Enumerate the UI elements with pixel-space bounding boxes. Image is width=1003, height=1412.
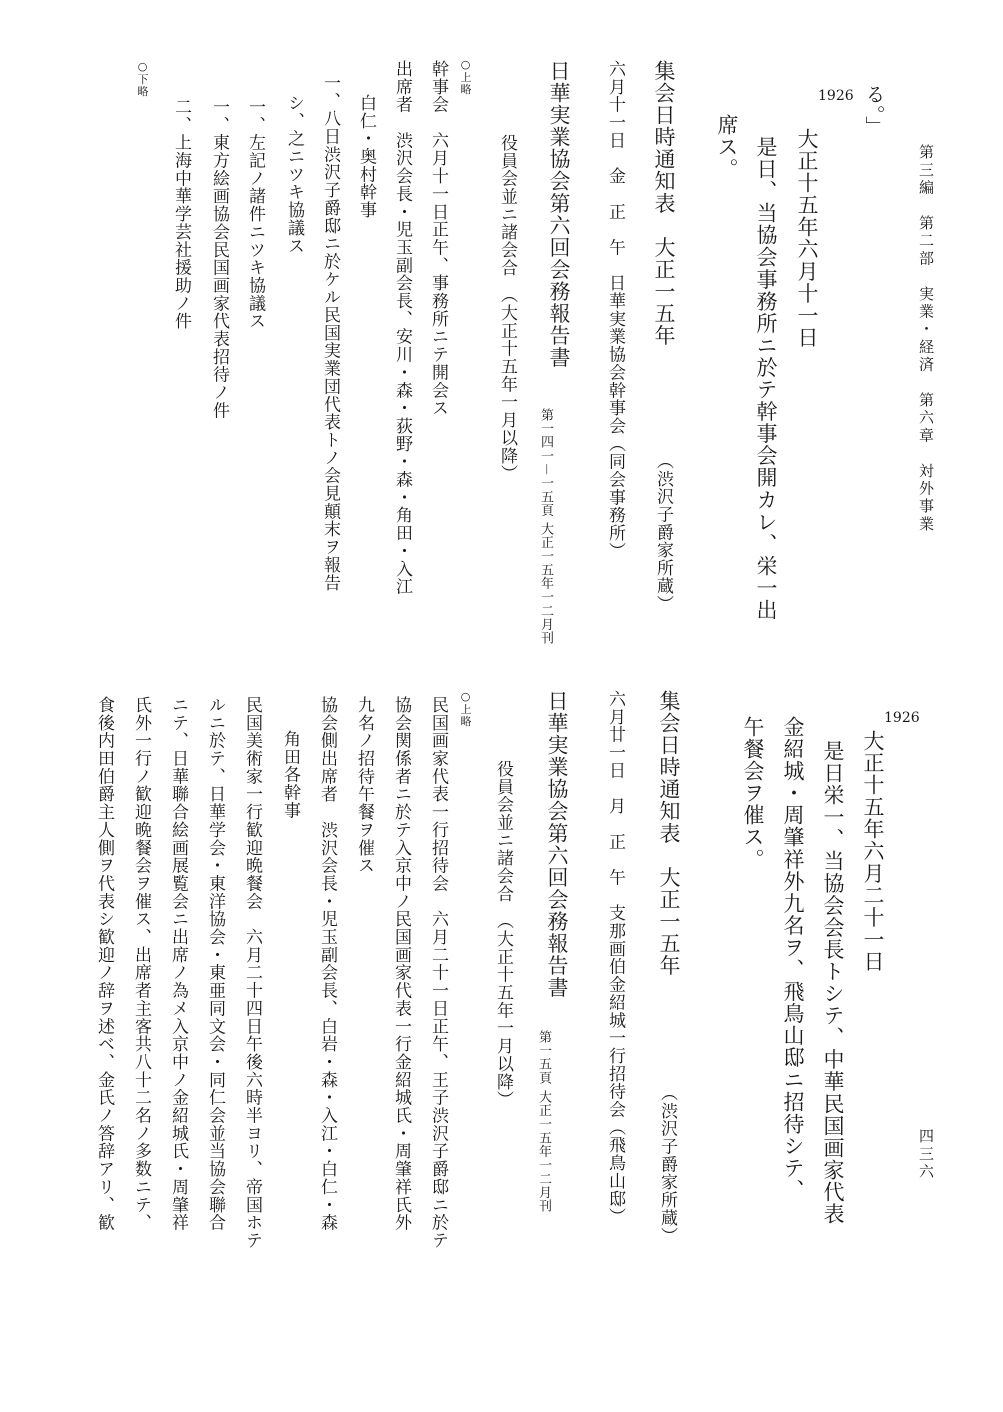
minutes-line: 氏外一行ノ歓迎晩餐会ヲ催ス、出席者主客共八十二名ノ多数ニテ、 [131, 696, 151, 1232]
year-gloss: 1926 [818, 88, 854, 104]
omission-mark: ○下略 [136, 60, 149, 97]
omission-mark: ○上略 [459, 58, 472, 95]
entry-date: 大正十五年六月二十一日 [861, 730, 885, 973]
omission-mark: ○上略 [459, 690, 472, 727]
minutes-line: シ、之ニツキ協議ス [284, 94, 304, 255]
minutes-line: 出席者 渋沢会長・児玉副会長、安川・森・荻野・森・角田・入江 [392, 60, 412, 596]
minutes-line: 白仁・奥村幹事 [356, 94, 376, 219]
report-page-ref: 第一四一－一五頁 [538, 408, 553, 518]
minutes-line: 二、上海中華学芸社援助ノ件 [171, 98, 191, 331]
source-title: 集会日時通知表 大正一五年 [652, 60, 676, 347]
minutes-line: 協会関係者ニ於テ入京中ノ民国画家代表一行金紹城氏・周肇祥氏外 [391, 696, 411, 1232]
schedule-row: 六月廿一日 月 正 午 支那画伯金紹城一行招待会（飛鳥山邸） [605, 690, 625, 1226]
report-pub-date: 大正一五年一二月刊 [536, 1089, 551, 1213]
source-holder: （渋沢子爵家所蔵） [657, 1084, 677, 1245]
carry-over-text: る。」 [862, 84, 886, 137]
minutes-line: 幹事会 六月十一日正午、事務所ニテ開会ス [428, 60, 448, 417]
minutes-line: 角田各幹事 [280, 730, 300, 820]
entry-body-line: 是日、当協会事務所ニ於テ幹事会開カレ、栄一出 [754, 136, 778, 622]
minutes-line: 協会側出席者 渋沢会長・児玉副会長、白岩・森・入江・白仁・森 [317, 696, 337, 1232]
schedule-row: 六月十一日 金 正 午 日華実業協会幹事会（同会事務所） [605, 60, 625, 560]
entry-date: 大正十五年六月十一日 [795, 128, 819, 349]
minutes-line: 一、八日渋沢子爵邸ニ於ケル民国実業団代表トノ会見顛末ヲ報告 [320, 74, 340, 592]
report-title: 日華実業協会第六回会務報告書 [547, 60, 571, 369]
report-subtitle: 役員会並ニ諸会合 （大正十五年一月以降） [493, 760, 513, 1109]
minutes-line: 九名ノ招待午餐ヲ催ス [354, 696, 374, 875]
entry-body-line: 席ス。 [715, 114, 739, 181]
report-reference [536, 408, 555, 645]
source-title: 集会日時通知表 大正一五年 [657, 690, 681, 977]
running-title: 第三編 第二部 実業・経済 第六章 対外事業 [917, 144, 935, 534]
minutes-line: ニテ、日華聯合絵画展覧会ニ出席ノ為メ入京中ノ金紹城氏・周肇祥 [168, 696, 188, 1232]
report-pub-date: 大正一五年一二月刊 [538, 522, 553, 646]
entry-body-line: 金紹城・周肇祥外九名ヲ、飛鳥山邸ニ招待シテ、 [781, 716, 805, 1202]
minutes-line: 民国画家代表一行招待会 六月二十一日正午、王子渋沢子爵邸ニ於テ [428, 696, 448, 1250]
year-gloss: 1926 [884, 710, 920, 726]
report-subtitle: 役員会並ニ諸会合 （大正十五年一月以降） [497, 134, 517, 483]
report-reference [534, 1030, 553, 1213]
entry-body-line: 是日栄一、当協会会長トシテ、中華民国画家代表 [821, 740, 845, 1226]
minutes-line: 食後内田伯爵主人側ヲ代表シ歓迎ノ辞ヲ述ベ、金氏ノ答辞アリ、歓 [94, 696, 114, 1232]
minutes-line: ルニ於テ、日華学会・東洋協会・東亜同文会・同仁会並当協会聯合 [205, 696, 225, 1232]
report-page-ref: 第一五頁 [536, 1030, 551, 1085]
source-holder: （渋沢子爵家所蔵） [653, 452, 673, 613]
report-title: 日華実業協会第六回会務報告書 [545, 690, 569, 999]
minutes-line: 民国美術家一行歓迎晩餐会 六月二十四日午後六時半ヨリ、帝国ホテ [242, 696, 262, 1250]
minutes-line: 一、左記ノ諸件ニツキ協議ス [245, 98, 265, 331]
page-number: 四三六 [917, 1128, 935, 1182]
entry-body-line: 午餐会ヲ催ス。 [741, 716, 765, 871]
minutes-line: 一、東方絵画協会民国画家代表招待ノ件 [209, 98, 229, 420]
